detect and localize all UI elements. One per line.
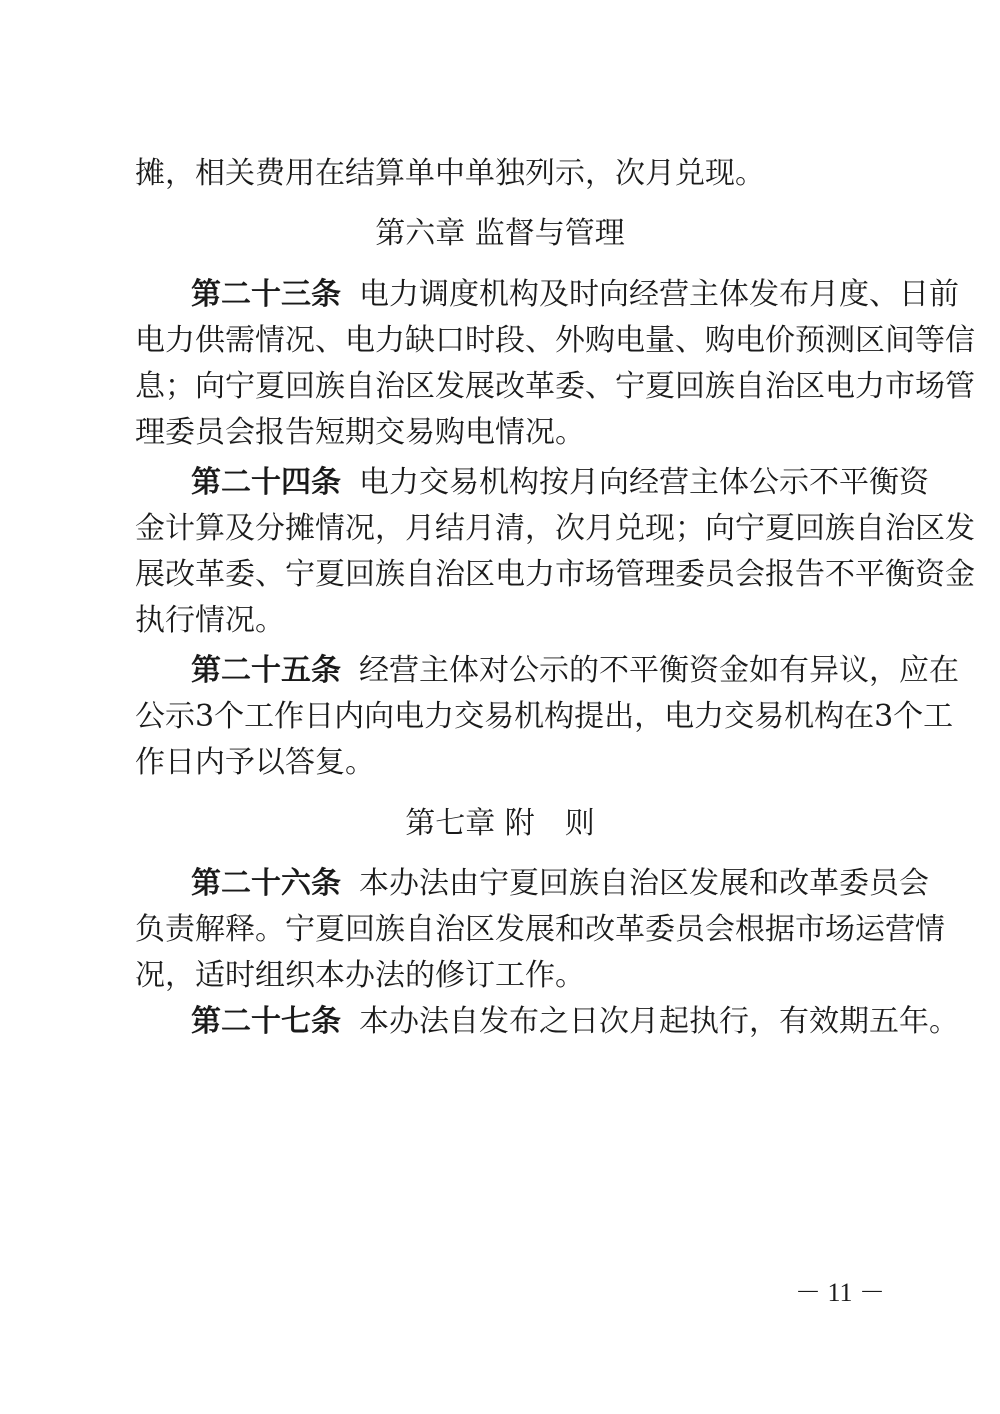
article-first-line: [191, 648, 959, 694]
article-first-line: [191, 999, 959, 1045]
article-label: 第二十七条: [191, 1004, 341, 1039]
article-text: 电力调度机构及时向经营主体发布月度、日前: [359, 277, 959, 312]
chapter-heading: 第七章 附 则: [405, 806, 595, 841]
article-text: 本办法自发布之日次月起执行，有效期五年。: [359, 1004, 959, 1039]
article-label: 第二十三条: [191, 277, 341, 312]
paragraph-line: 金计算及分摊情况，月结月清，次月兑现；向宁夏回族自治区发: [135, 511, 975, 546]
article-text: 经营主体对公示的不平衡资金如有异议，应在: [359, 653, 959, 688]
paragraph-line: 况，适时组织本办法的修订工作。: [135, 958, 585, 993]
article-label: 第二十四条: [191, 465, 341, 500]
article-text: 电力交易机构按月向经营主体公示不平衡资: [359, 465, 929, 500]
paragraph-line: 公示3个工作日内向电力交易机构提出，电力交易机构在3个工: [135, 699, 954, 734]
article-text: 本办法由宁夏回族自治区发展和改革委员会: [359, 866, 929, 901]
article-first-line: [191, 460, 929, 506]
paragraph-line: 负责解释。宁夏回族自治区发展和改革委员会根据市场运营情: [135, 912, 945, 947]
article-first-line: [191, 272, 959, 318]
article-label: 第二十六条: [191, 866, 341, 901]
paragraph-line: 摊，相关费用在结算单中单独列示，次月兑现。: [135, 156, 765, 191]
page-number: － 11 －: [794, 1278, 886, 1307]
paragraph-line: 息；向宁夏回族自治区发展改革委、宁夏回族自治区电力市场管: [135, 369, 975, 404]
paragraph-line: 执行情况。: [135, 603, 285, 638]
article-label: 第二十五条: [191, 653, 341, 688]
paragraph-line: 理委员会报告短期交易购电情况。: [135, 415, 585, 450]
paragraph-line: 电力供需情况、电力缺口时段、外购电量、购电价预测区间等信: [135, 323, 975, 358]
paragraph-line: 作日内予以答复。: [135, 745, 375, 780]
chapter-heading: 第六章 监督与管理: [375, 216, 625, 251]
paragraph-line: 展改革委、宁夏回族自治区电力市场管理委员会报告不平衡资金: [135, 557, 975, 592]
article-first-line: [191, 861, 929, 907]
